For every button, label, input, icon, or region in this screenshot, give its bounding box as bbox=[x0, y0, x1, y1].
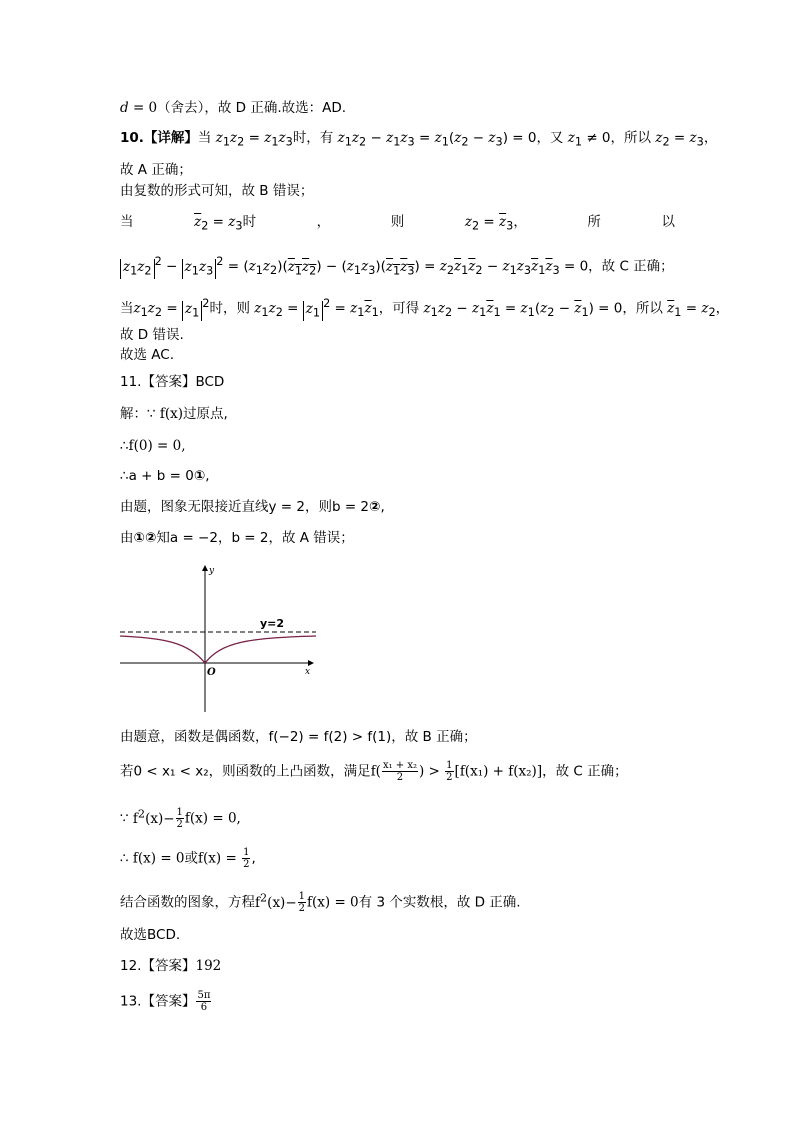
q10-line-4: 当 $\overline{z}_2 = z_3$时 ， 则 $z_2 = \overline{z}_3$， 所 以 bbox=[120, 212, 675, 237]
text: 若0 < x₁ < x₂，则函数的上凸函数，满足 bbox=[120, 763, 371, 780]
text: 当 bbox=[197, 130, 212, 146]
q11-line-2: ∴f(0) = 0, bbox=[120, 438, 186, 454]
text: 解：∵ bbox=[120, 406, 156, 422]
text: 所 bbox=[587, 214, 601, 230]
text: 则 bbox=[390, 214, 405, 230]
q11-line-7: 若0 < x₁ < x₂，则函数的上凸函数，满足f( $\frac{\text{x₁ + x₂}}{2}$ ) > $\frac{1}{2}$ [f(x₁) + f(x₂)]，故 C 正确； bbox=[120, 760, 628, 783]
asymptote-label: y=2 bbox=[260, 617, 285, 630]
text: 当 bbox=[120, 300, 134, 317]
q11-final bbox=[120, 925, 180, 945]
text: ，故 C 正确； bbox=[588, 258, 674, 275]
text: 由复数的形式可知，故 B 错误； bbox=[120, 183, 314, 199]
text: ∴a + b = 0 bbox=[120, 468, 194, 484]
q10-line-2 bbox=[120, 160, 192, 180]
q10-heading: 10.【详解】 bbox=[120, 130, 198, 146]
q11-answer bbox=[120, 372, 224, 392]
q11-line-4: 由题，图象无限接近直线y = 2，则b = 2②, bbox=[120, 499, 385, 515]
x-axis-arrow bbox=[308, 660, 314, 666]
text: 由 bbox=[120, 530, 134, 546]
curve-right bbox=[205, 636, 316, 663]
origin-label: O bbox=[207, 667, 216, 678]
text: ≠ 0，所以 bbox=[586, 130, 652, 146]
text: 知a = −2，b = 2，故 A 错误； bbox=[156, 530, 354, 546]
text: 由题，图象无限接近直线y = 2，则b = 2 bbox=[120, 499, 370, 515]
text: 故选 AC. bbox=[120, 347, 175, 363]
text: ，可得 bbox=[378, 300, 420, 317]
text: 过原点, bbox=[183, 406, 228, 422]
y-axis-label: y bbox=[209, 566, 215, 576]
text: （舍去），故 D 正确.故选：AD. bbox=[157, 100, 347, 116]
text: 故选BCD. bbox=[120, 927, 181, 943]
text: 192 bbox=[195, 958, 222, 974]
q11-line-5 bbox=[120, 528, 354, 548]
text: 故 A 正确； bbox=[120, 162, 192, 178]
q10-line-8 bbox=[120, 345, 174, 365]
q11-line-3: ∴a + b = 0①, bbox=[120, 468, 210, 484]
q10-line-7 bbox=[120, 325, 184, 345]
text: 有 3 个实数根，故 D 正确. bbox=[358, 894, 521, 911]
text: 结合函数的图象，方程 bbox=[120, 894, 255, 911]
x-axis-label: x bbox=[305, 667, 311, 677]
text: 11.【答案】BCD bbox=[120, 374, 225, 390]
q11-line-10: 结合函数的图象，方程$f^2(x)-$ $\frac{1}{2}$ f(x) = 0有 3 个实数根，故 D 正确. bbox=[120, 891, 521, 914]
q12-answer bbox=[120, 956, 221, 976]
text: 时，有 bbox=[292, 130, 334, 146]
text: ， bbox=[703, 130, 718, 146]
text: 时，则 bbox=[209, 300, 250, 317]
text: ② bbox=[144, 530, 157, 546]
q13-answer bbox=[120, 990, 212, 1013]
q11-line-8: ∵ $f^2(x)-$ $\frac{1}{2}$ f(x) = 0, bbox=[120, 807, 241, 830]
text: ① bbox=[193, 468, 206, 484]
text: ，故 C 正确； bbox=[542, 763, 628, 780]
line-d-zero: d = 0（舍去），故 D 正确.故选：AD. bbox=[120, 100, 347, 116]
text: 由题意，函数是偶函数，f(−2) = f(2) > f(1)，故 B 正确； bbox=[120, 729, 477, 745]
text: 6 bbox=[200, 1002, 208, 1013]
q10-line-5: $z_1z_2^2 - z_1z_3^2 = (z_1z_2)(z_1z_2) - (z_1z_3)(z_1z_3) = z_2\overline{z}_1\overline{z}_2 - z_1z_3\overline{z}_1\overline{z}_3 = 0$，故 C 正确； bbox=[120, 252, 674, 281]
text: 当 bbox=[120, 214, 134, 230]
q10-line-3 bbox=[120, 181, 313, 201]
text: 以 bbox=[661, 214, 675, 230]
q10-line-1: 10.【详解】当 $z_1z_2 = z_1z_3$时，有 $z_1z_2 - z_1z_3 = z_1(z_2 - z_3) = 0$，又 $z_1 \ne 0$，所以 $z_2 = z_3$， bbox=[120, 130, 718, 149]
q11-line-1: 解：∵ f(x)过原点, bbox=[120, 406, 228, 422]
text: 12.【答案】 bbox=[120, 958, 196, 974]
function-graph bbox=[118, 562, 323, 714]
q11-line-9: ∴ f(x) = 0或f(x) = $\frac{1}{2}$ , bbox=[120, 847, 256, 870]
text: 13.【答案】 bbox=[120, 993, 196, 1010]
y-axis-arrow bbox=[202, 565, 208, 571]
q10-line-6: 当$z_1z_2 = z_1^2$时，则 $z_1z_2 = z_1^2 = z_1\overline{z}_1$，可得 $z_1z_2 - z_1\overline{z}_1 = z_1(z_2 - \overline{z}_1) = 0$，所以 $\overline{z}_1 = z_2$， bbox=[120, 297, 730, 320]
q11-line-6 bbox=[120, 727, 477, 747]
text: ，又 bbox=[536, 130, 564, 146]
curve-left bbox=[120, 636, 205, 663]
text: 故 D 错误. bbox=[120, 327, 184, 343]
text: ① bbox=[133, 530, 145, 546]
text: ② bbox=[369, 499, 381, 515]
q13-fraction bbox=[196, 990, 211, 1013]
text: 5π bbox=[197, 990, 211, 1001]
